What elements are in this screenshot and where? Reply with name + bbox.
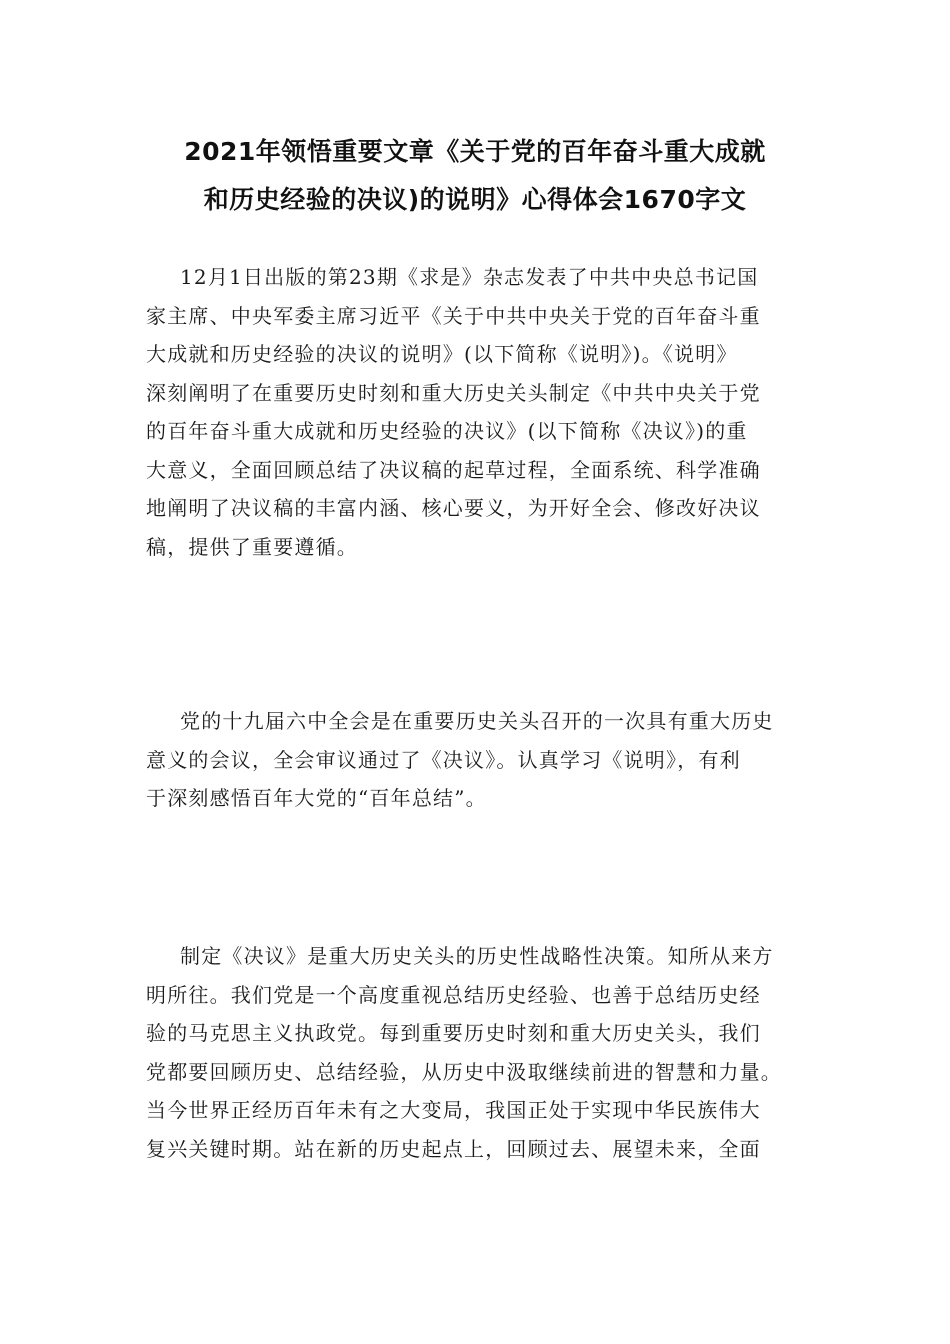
paragraph-line: 复兴关键时期。站在新的历史起点上，回顾过去、展望未来，全面 (146, 1136, 761, 1161)
paragraph-line: 验的马克思主义执政党。每到重要历史时刻和重大历史关头，我们 (146, 1021, 761, 1045)
paragraph-line: 制定《决议》是重大历史关头的历史性战略性决策。知所从来方 (180, 944, 774, 968)
paragraph-line: 意义的会议，全会审议通过了《决议》。认真学习《说明》，有利 (146, 747, 741, 772)
paragraph-line: 稿，提供了重要遵循。 (146, 534, 358, 559)
body-paragraph (146, 258, 822, 566)
paragraph-line: 当今世界正经历百年未有之大变局，我国正处于实现中华民族伟大 (146, 1098, 761, 1122)
paragraph-line: 的百年奋斗重大成就和历史经验的决议》(以下简称《决议》)的重 (146, 419, 748, 443)
paragraph-line: 深刻阐明了在重要历史时刻和重大历史关头制定《中共中央关于党 (146, 380, 761, 405)
body-paragraph (146, 937, 822, 1168)
title-line: 2021年领悟重要文章《关于党的百年奋斗重大成就 (184, 137, 766, 166)
title-line: 和历史经验的决议)的说明》心得体会1670字文 (203, 185, 747, 214)
paragraph-line: 党的十九届六中全会是在重要历史关头召开的一次具有重大历史 (180, 709, 774, 733)
paragraph-line: 12月1日出版的第23期《求是》杂志发表了中共中央总书记国 (180, 265, 759, 289)
paragraph-line: 家主席、中央军委主席习近平《关于中共中央关于党的百年奋斗重 (146, 303, 761, 328)
paragraph-line: 地阐明了决议稿的丰富内涵、核心要义，为开好全会、修改好决议 (146, 496, 761, 520)
paragraph-line: 大意义，全面回顾总结了决议稿的起草过程，全面系统、科学准确 (146, 457, 761, 482)
paragraph-line: 党都要回顾历史、总结经验，从历史中汲取继续前进的智慧和力量。 (146, 1059, 782, 1084)
paragraph-line: 于深刻感悟百年大党的“百年总结”。 (146, 786, 487, 810)
paragraph-line: 大成就和历史经验的决议的说明》(以下简称《说明》)。《说明》 (146, 342, 738, 366)
body-paragraph (146, 702, 822, 818)
document-title (120, 128, 830, 224)
paragraph-line: 明所往。我们党是一个高度重视总结历史经验、也善于总结历史经 (146, 982, 761, 1007)
